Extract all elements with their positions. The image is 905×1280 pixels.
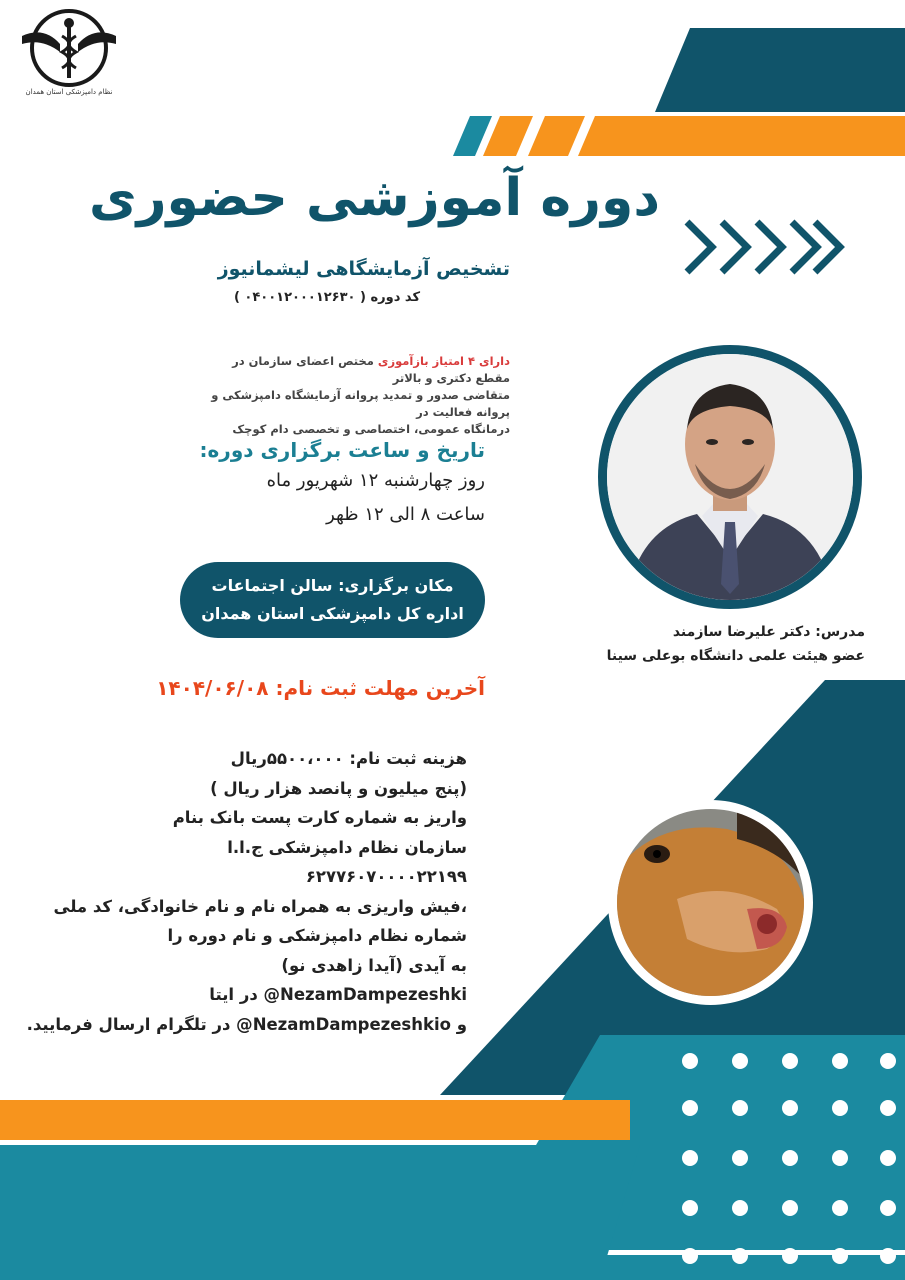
caduceus-emblem-icon bbox=[14, 8, 124, 100]
fee-line: ،فیش واریزی به همراه نام و نام خانوادگی، کد ملی bbox=[53, 896, 467, 916]
intro-line-2: متقاضی صدور و تمدید پروانه آزمایشگاه دامپزشکی و پروانه فعالیت در bbox=[211, 388, 510, 419]
organization-logo bbox=[14, 8, 124, 100]
venue-line-2: اداره کل دامپزشکی استان همدان bbox=[201, 604, 464, 623]
venue-line-1: مکان برگزاری: سالن اجتماعات bbox=[211, 576, 454, 595]
fee-line: واریز به شماره کارت پست بانک بنام bbox=[172, 808, 467, 827]
fee-line: شماره نظام دامپزشکی و نام دوره را bbox=[167, 926, 467, 945]
instructor-title: عضو هیئت علمی دانشگاه بوعلی سینا bbox=[606, 648, 865, 664]
card-number: ۶۲۷۷۶۰۷۰۰۰۰۲۲۱۹۹ bbox=[305, 867, 467, 886]
intro-line-3: درمانگاه عمومی، اختصاصی و تخصصی دام کوچک bbox=[232, 422, 510, 436]
schedule-time: ساعت ۸ الی ۱۲ ظهر bbox=[326, 504, 485, 525]
schedule-heading: تاریخ و ساعت برگزاری دوره: bbox=[199, 438, 485, 462]
intro-audience: مختص اعضای سازمان در مقطع دکتری و بالاتر bbox=[232, 354, 510, 385]
intro-line-1 bbox=[210, 353, 510, 387]
dog-photo bbox=[608, 800, 813, 1005]
instructor-name: مدرس: دکتر علیرضا سازمند bbox=[672, 624, 865, 640]
credit-highlight: دارای ۴ امتیاز بازآموزی bbox=[377, 354, 510, 368]
venue-pill bbox=[180, 562, 485, 638]
dog-icon bbox=[617, 809, 804, 996]
fee-line: به آیدی (آیدا زاهدی نو) bbox=[281, 955, 467, 975]
fee-line: (پنج میلیون و پانصد هزار ریال ) bbox=[210, 778, 467, 798]
person-portrait-icon bbox=[607, 354, 853, 600]
registration-deadline: آخرین مهلت ثبت نام: ۱۴۰۴/۰۶/۰۸ bbox=[156, 676, 485, 700]
fee-details bbox=[27, 744, 467, 1039]
fee-line: هزینه ثبت نام: ۵۵۰۰،۰۰۰ریال bbox=[230, 749, 467, 768]
schedule-day: روز چهارشنبه ۱۲ شهریور ماه bbox=[266, 470, 485, 491]
instructor-info bbox=[607, 620, 865, 668]
course-subtitle: تشخیص آزمایشگاهی لیشمانیوز bbox=[217, 258, 510, 280]
course-intro bbox=[210, 353, 510, 438]
course-title: دوره آموزشی حضوری bbox=[88, 168, 660, 228]
logo-caption: نظام دامپزشکی استان همدان bbox=[25, 88, 113, 96]
course-code: کد دوره ( ۰۴۰۰۱۲۰۰۰۱۲۶۳۰ ) bbox=[233, 290, 420, 305]
telegram-handle: و NezamDampezeshkio@ در تلگرام ارسال فرمایید. bbox=[26, 1014, 467, 1034]
fee-line: سازمان نظام دامپزشکی ج.ا.ا bbox=[227, 837, 467, 857]
instructor-photo bbox=[598, 345, 862, 609]
eitaa-handle: NezamDampezeshki@ در ایتا bbox=[209, 985, 467, 1004]
